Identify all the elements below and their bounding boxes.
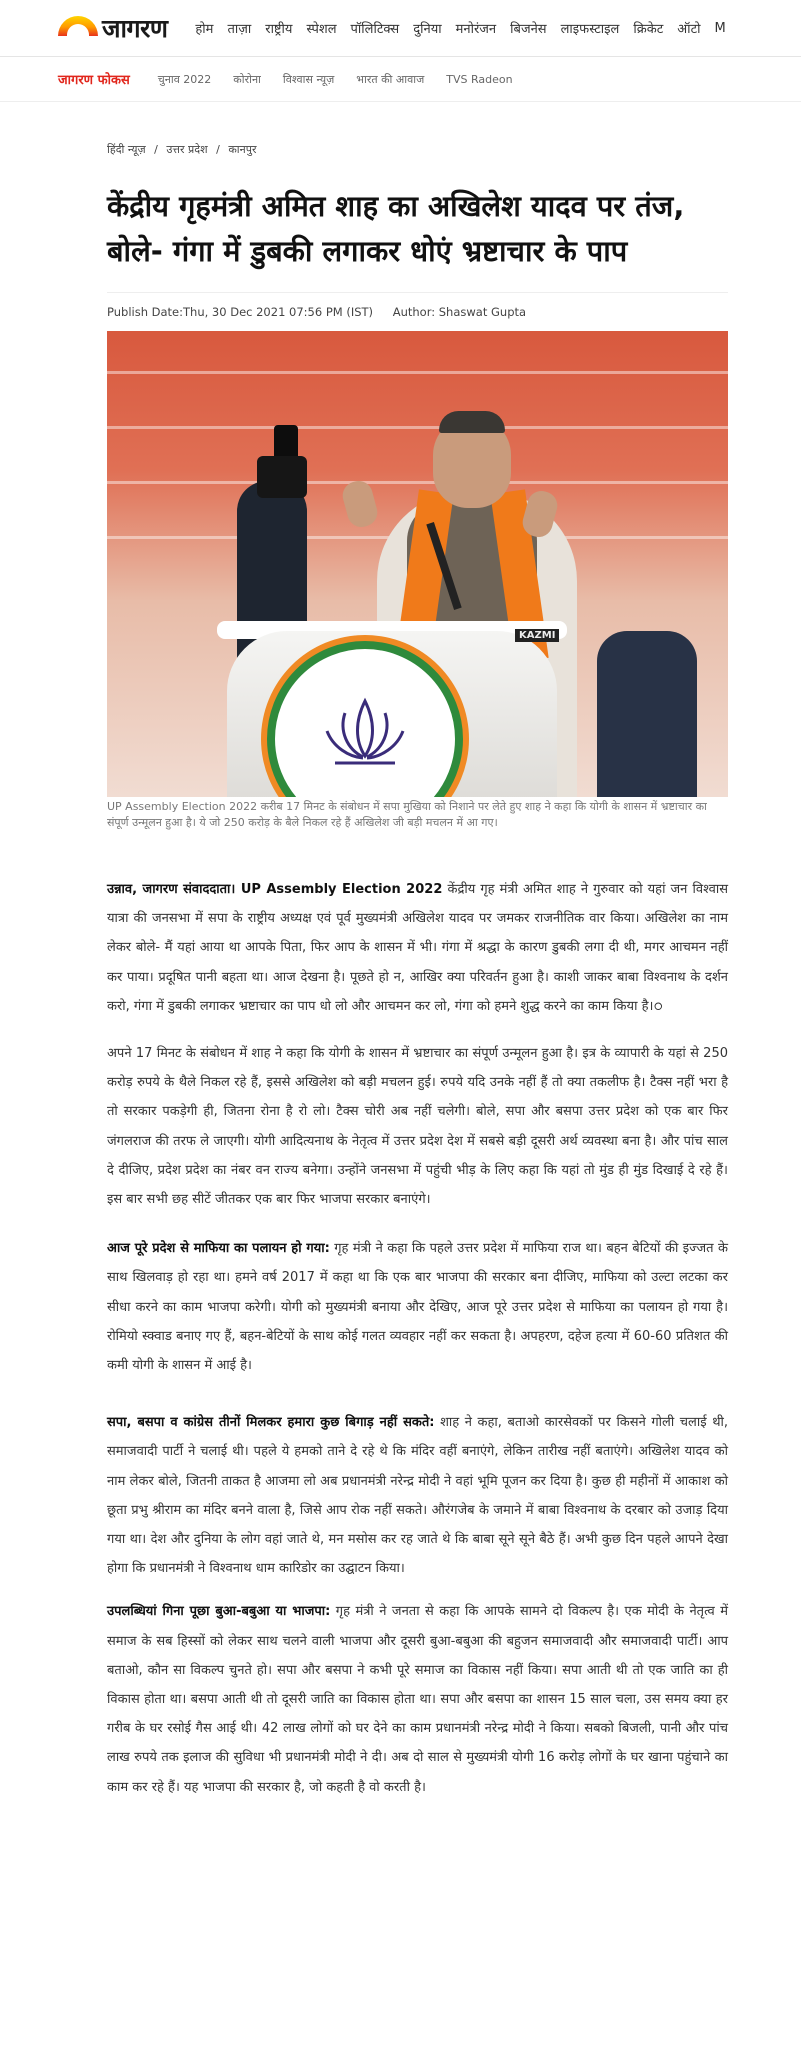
main-nav bbox=[195, 19, 739, 37]
paragraph bbox=[107, 1234, 728, 1380]
nav-national[interactable]: राष्ट्रीय bbox=[265, 22, 293, 37]
podium-badge: KAZMI bbox=[515, 629, 559, 642]
jagran-logo[interactable] bbox=[58, 11, 167, 45]
nav-lifestyle[interactable]: लाइफस्टाइल bbox=[560, 22, 620, 37]
nav-entertainment[interactable]: मनोरंजन bbox=[455, 22, 497, 37]
sun-logo-icon bbox=[58, 16, 98, 36]
nav-more[interactable]: M bbox=[714, 20, 726, 36]
top-header bbox=[0, 0, 801, 57]
hero-image[interactable] bbox=[107, 331, 728, 797]
author-label: Author: bbox=[392, 305, 436, 319]
paragraph-lead: उपलब्धियां गिना पूछा बुआ-बबुआ या भाजपा: bbox=[107, 1604, 331, 1620]
paragraph-text: केंद्रीय गृह मंत्री अमित शाह ने गुरुवार को यहां जन विश्वास यात्रा की जनसभा में सपा के राष्ट्रीय अध्यक्ष एवं पूर्व मुख्यमंत्री अखिलेश यादव पर जमकर राजनीतिक वार किया। अखिलेश का नाम लेकर बोले- मैं यहां आया था आपके पिता, फिर आप के शासन में भी। गंगा में श्रद्धा के कारण डुबकी लगा दी थी, मगर आचमन नहीं कर पाया। प्रदूषित पानी बहता था। आज देखना है। पूछते हो न, आखिर क्या परिवर्तन हुआ है। काशी जाकर बाबा विश्वनाथ के दर्शन करो, गंगा में डुबकी लगाकर भ्रष्टाचार का पाप धो लो और आचमन कर लो, गंगा को हमने शुद्ध करने का काम किया है।ഠ bbox=[107, 882, 728, 1014]
speaker-hand bbox=[340, 478, 381, 530]
sub-nav bbox=[0, 57, 801, 102]
subnav-election[interactable]: चुनाव 2022 bbox=[157, 72, 212, 86]
subnav-corona[interactable]: कोरोना bbox=[233, 72, 261, 86]
backdrop-stripe bbox=[107, 371, 728, 374]
nav-home[interactable]: होम bbox=[195, 22, 214, 37]
subnav-vishvas-news[interactable]: विश्वास न्यूज़ bbox=[282, 72, 335, 86]
breadcrumb bbox=[0, 102, 801, 158]
article-title: केंद्रीय गृहमंत्री अमित शाह का अखिलेश यादव पर तंज, बोले- गंगा में डुबकी लगाकर धोएं भ्रष्टाचार के पाप bbox=[107, 189, 685, 268]
lotus-icon bbox=[315, 691, 415, 771]
publish-date: Publish Date:Thu, 30 Dec 2021 07:56 PM (IST) bbox=[107, 305, 374, 319]
nav-politics[interactable]: पॉलिटिक्स bbox=[350, 22, 400, 37]
article-body bbox=[107, 875, 728, 1802]
backdrop-stripe bbox=[107, 481, 728, 484]
nav-latest[interactable]: ताज़ा bbox=[227, 22, 252, 37]
paragraph-text: गृह मंत्री ने कहा कि पहले उत्तर प्रदेश में माफिया राज था। बहन बेटियों की इज्जत के साथ खिलवाड़ हो रहा था। हमने वर्ष 2017 में कहा था कि एक बार भाजपा की सरकार बना दीजिए, माफिया को उल्टा लटका कर सीधा करने का काम भाजपा करेगी। योगी को मुख्यमंत्री बनाया और देखिए, आज पूरे उत्तर प्रदेश से माफिया का पलायन हो गया है। रोमियो स्क्वाड बनाए गए हैं, बहन-बेटियों के साथ कोई गलत व्यवहार नहीं कर सकता है। अपहरण, दहेज हत्या में 60-60 प्रतिशत की कमी योगी के शासन में आई है। bbox=[107, 1241, 728, 1374]
nav-cricket[interactable]: क्रिकेट bbox=[633, 22, 664, 37]
subnav-bharat-ki-awaz[interactable]: भारत की आवाज bbox=[356, 72, 425, 86]
logo-text: जागरण bbox=[102, 14, 168, 43]
bystander-figure bbox=[597, 631, 697, 797]
paragraph bbox=[107, 1408, 728, 1583]
paragraph bbox=[107, 875, 728, 1021]
nav-world[interactable]: दुनिया bbox=[413, 22, 442, 37]
paragraph-lead: सपा, बसपा व कांग्रेस तीनों मिलकर हमारा कुछ बिगाड़ नहीं सकते: bbox=[107, 1415, 435, 1431]
paragraph-text: अपने 17 मिनट के संबोधन में शाह ने कहा कि योगी के शासन में भ्रष्टाचार का संपूर्ण उन्मूलन हुआ है। इत्र के व्यापारी के यहां से 250 करोड़ रुपये के थैले निकल रहे हैं, इससे अखिलेश को बड़ी मचलन हुई। रुपये यदि उनके नहीं हैं तो क्या तकलीफ है। टैक्स नहीं भरा है तो सरकार पकड़ेगी ही, जितना रोना है रो लो। टैक्स चोरी अब नहीं चलेगी। बोले, सपा और बसपा उत्तर प्रदेश को एक बार फिर जंगलराज की तरफ ले जाएगी। योगी आदित्यनाथ के नेतृत्व में उत्तर प्रदेश देश में सबसे बड़ी दूसरी अर्थ व्यवस्था बना है। और पांच साल दे दीजिए, प्रदेश प्रदेश का नंबर वन राज्य बनेगा। उन्होंने जनसभा में पहुंची भीड़ के लिए कहा कि यहां तो मुंड ही मुंड दिखाई दे रहे हैं। इस बार सभी छह सीटें जीतकर एक बार फिर भाजपा सरकार बनाएंगे। bbox=[107, 1046, 728, 1208]
breadcrumb-hindi-news[interactable]: हिंदी न्यूज़ bbox=[107, 143, 146, 156]
image-caption: UP Assembly Election 2022 करीब 17 मिनट के संबोधन में सपा मुखिया को निशाने पर लेते हुए शाह ने कहा कि योगी के शासन में भ्रष्टाचार का संपूर्ण उन्मूलन हुआ है। ये जो 250 करोड़ के बैले निकल रहे हैं अखिलेश जी बड़ी मचलन में आ गए। bbox=[107, 800, 707, 829]
nav-business[interactable]: बिजनेस bbox=[510, 22, 547, 37]
author-name[interactable]: Shaswat Gupta bbox=[438, 305, 527, 319]
article-meta bbox=[107, 292, 728, 327]
jagran-focus-label[interactable]: जागरण फोकस bbox=[58, 73, 130, 88]
paragraph-lead: उन्नाव, जागरण संवाददाता। UP Assembly Election 2022 bbox=[107, 882, 443, 897]
nav-special[interactable]: स्पेशल bbox=[306, 22, 337, 37]
paragraph bbox=[107, 1039, 728, 1214]
paragraph-lead: आज पूरे प्रदेश से माफिया का पलायन हो गया: bbox=[107, 1241, 330, 1257]
breadcrumb-separator: / bbox=[216, 143, 220, 156]
nav-auto[interactable]: ऑटो bbox=[677, 22, 701, 37]
breadcrumb-kanpur[interactable]: कानपुर bbox=[228, 143, 257, 156]
speaker-hair bbox=[439, 411, 505, 433]
backdrop-stripe bbox=[107, 426, 728, 429]
subnav-tvs-radeon[interactable]: TVS Radeon bbox=[446, 72, 513, 86]
article-container bbox=[107, 184, 728, 1802]
paragraph-text: शाह ने कहा, बताओ कारसेवकों पर किसने गोली चलाई थी, समाजवादी पार्टी ने चलाई थी। पहले ये हमको ताने दे रहे थे कि मंदिर वहीं बनाएंगे, लेकिन तारीख नहीं बताएंगे। अखिलेश यादव को नाम लेकर बोले, जितनी ताकत है आजमा लो अब प्रधानमंत्री नरेन्द्र मोदी ने वहां भूमि पूजन कर दिया है। कुछ ही महीनों में आकाश को छूता प्रभु श्रीराम का मंदिर बनने वाला है, जिसे आप रोक नहीं सकते। औरंगजेब के जमाने में बाबा विश्वनाथ के दरबार को उजाड़ दिया गया था। देश और दुनिया के लोग वहां जाते थे, मन मसोस कर रह जाते थे कि बाबा सूने सूने बैठे हैं। अभी कुछ दिन पहले आपने देखा होगा कि प्रधानमंत्री ने विश्वनाथ धाम कारिडोर का उद्घाटन किया। bbox=[107, 1415, 728, 1577]
camera-icon bbox=[257, 456, 307, 498]
breadcrumb-uttar-pradesh[interactable]: उत्तर प्रदेश bbox=[166, 143, 208, 156]
paragraph-text: गृह मंत्री ने जनता से कहा कि आपके सामने दो विकल्प है। एक मोदी के नेतृत्व में समाज के सब हिस्सों को लेकर साथ चलने वाली भाजपा और दूसरी बुआ-बबुआ की बहुजन समाजवादी और समाजवादी पार्टी। आप बताओ, कौन सा विकल्प चुनते हो। सपा और बसपा ने कभी पूरे समाज का विकास नहीं किया। सपा आती थी तो एक जाति का ही विकास होता था। बसपा आती थी तो दूसरी जाति का विकास होता था। सपा और बसपा का शासन 15 साल चला, उस समय क्या हर गरीब के घर रसोई गैस आई थी। 42 लाख लोगों को घर देने का काम प्रधानमंत्री नरेन्द्र मोदी ने किया। सबको बिजली, पानी और पांच लाख रुपये तक इलाज की सुविधा भी प्रधानमंत्री मोदी ने दी। अब दो साल से मुख्यमंत्री योगी 16 करोड़ लोगों के घर खाना पहुंचाने का काम कर रहे हैं। यह भाजपा की सरकार है, जो कहती है वो करती है। bbox=[107, 1604, 728, 1795]
paragraph bbox=[107, 1597, 728, 1801]
breadcrumb-separator: / bbox=[154, 143, 158, 156]
